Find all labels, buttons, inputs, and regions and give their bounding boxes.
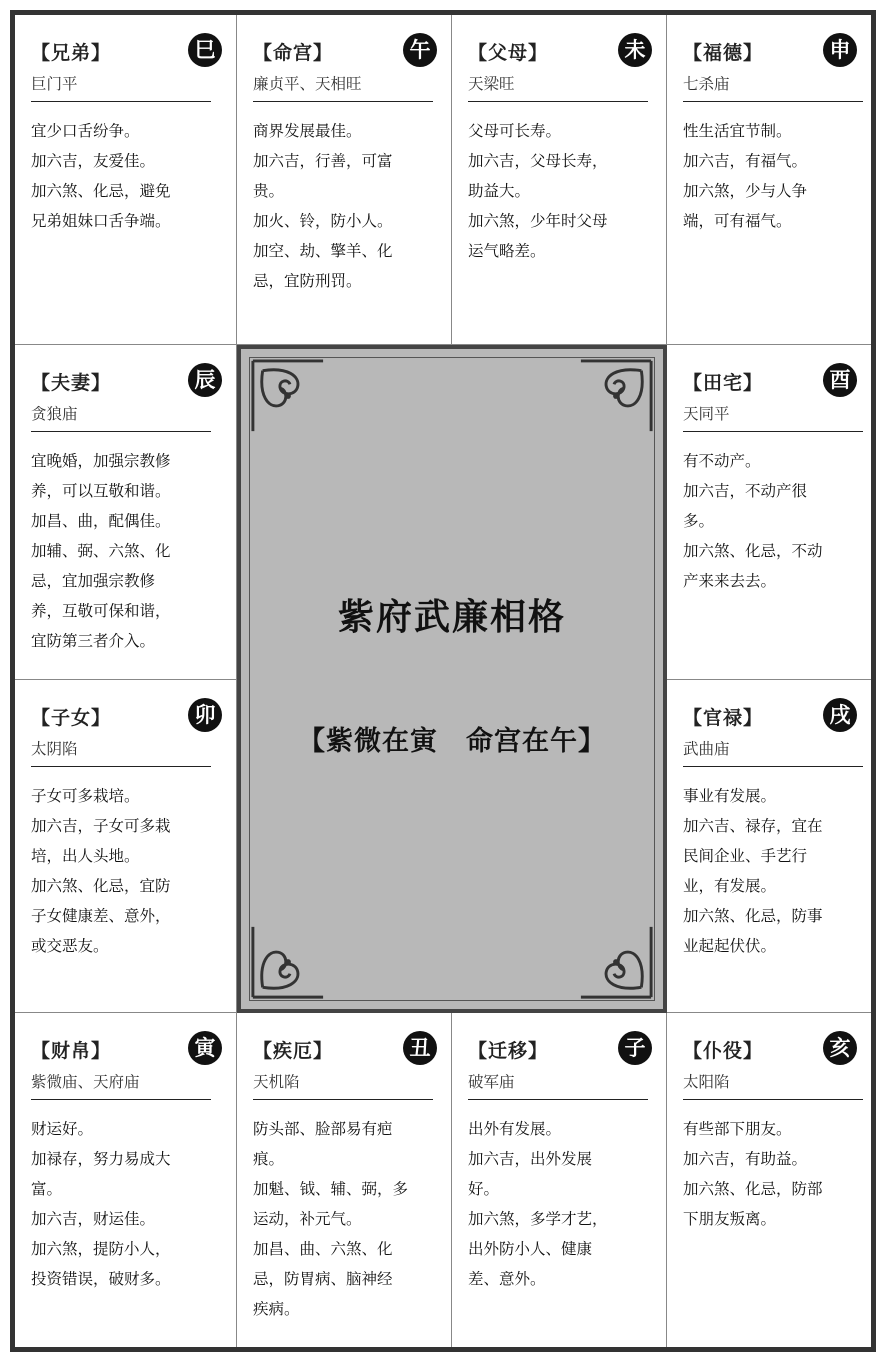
description-line: 父母可长寿。 [468,122,562,140]
palace-title: 【命宫】 [253,42,334,64]
description-line: 宜防第三者介入。 [31,632,156,650]
description-line: 加辅、弼、六煞、化 [31,542,171,560]
description-line: 加六吉，出外发展 [468,1150,593,1168]
description-line: 加六吉，父母长寿， [468,152,608,170]
description-line: 痕。 [253,1150,285,1168]
earthly-branch-badge: 未 [618,33,652,67]
description-line: 加昌、曲，配偶佳。 [31,512,171,530]
description-line: 加六吉，有助益。 [683,1150,808,1168]
description-line: 运动，补元气。 [253,1210,362,1228]
earthly-branch-badge: 寅 [188,1031,222,1065]
palace-cell-fumu [452,15,667,345]
description-line: 多。 [683,512,715,530]
earthly-branch-badge: 卯 [188,698,222,732]
description-line: 养，互敬可保和谐， [31,602,171,620]
description-line: 出外防小人、健康 [468,1240,593,1258]
palace-stars: 太阴陷 [31,738,211,767]
description-line: 业，有发展。 [683,877,777,895]
palace-description [31,781,226,961]
palace-cell-puyi [667,1013,871,1347]
description-line: 商界发展最佳。 [253,122,362,140]
palace-description [683,781,861,961]
palace-title: 【财帛】 [31,1040,112,1062]
palace-title: 【兄弟】 [31,42,112,64]
center-frame-border [249,357,655,1001]
palace-stars: 天机陷 [253,1071,433,1100]
description-line: 下朋友叛离。 [683,1210,777,1228]
description-line: 加六吉，不动产很 [683,482,808,500]
palace-stars: 贪狼庙 [31,403,211,432]
palace-description [253,116,441,296]
description-line: 宜晚婚，加强宗教修 [31,452,171,470]
description-line: 业起起伏伏。 [683,937,777,955]
description-line: 贵。 [253,182,285,200]
description-line: 养，可以互敬和谐。 [31,482,171,500]
description-line: 子女可多栽培。 [31,787,140,805]
description-line: 疾病。 [253,1300,300,1318]
earthly-branch-badge: 申 [823,33,857,67]
description-line: 民间企业、手艺行 [683,847,808,865]
corner-ornament-icon [577,923,655,1001]
palace-stars: 天梁旺 [468,73,648,102]
description-line: 加六吉，财运佳。 [31,1210,156,1228]
palace-cell-fuqi [15,345,237,680]
earthly-branch-badge: 午 [403,33,437,67]
description-line: 加六吉，友爱佳。 [31,152,156,170]
palace-stars: 廉贞平、天相旺 [253,73,433,102]
palace-description [253,1114,441,1324]
description-line: 性生活宜节制。 [683,122,792,140]
description-line: 宜少口舌纷争。 [31,122,140,140]
description-line: 或交恶友。 [31,937,109,955]
description-line: 加六煞、化忌，宜防 [31,877,171,895]
earthly-branch-badge: 酉 [823,363,857,397]
description-line: 子女健康差、意外， [31,907,171,925]
earthly-branch-badge: 丑 [403,1031,437,1065]
earthly-branch-badge: 亥 [823,1031,857,1065]
palace-description [683,1114,861,1234]
palace-stars: 太阳陷 [683,1071,863,1100]
palace-description [683,116,861,236]
description-line: 加六吉，子女可多栽 [31,817,171,835]
earthly-branch-badge: 戌 [823,698,857,732]
description-line: 差、意外。 [468,1270,546,1288]
description-line: 加六吉、禄存，宜在 [683,817,823,835]
description-line: 忌，防胃病、脑神经 [253,1270,393,1288]
palace-stars: 天同平 [683,403,863,432]
corner-ornament-icon [249,357,327,435]
palace-stars: 武曲庙 [683,738,863,767]
description-line: 忌，宜防刑罚。 [253,272,362,290]
palace-title: 【仆役】 [683,1040,764,1062]
description-line: 加魁、钺、辅、弼，多 [253,1180,409,1198]
palace-description [31,446,226,656]
palace-title: 【田宅】 [683,372,764,394]
palace-stars: 破军庙 [468,1071,648,1100]
corner-ornament-icon [249,923,327,1001]
description-line: 加火、铃，防小人。 [253,212,393,230]
description-line: 出外有发展。 [468,1120,562,1138]
palace-title: 【迁移】 [468,1040,549,1062]
description-line: 端，可有福气。 [683,212,792,230]
palace-title: 【福德】 [683,42,764,64]
corner-ornament-icon [577,357,655,435]
description-line: 运气略差。 [468,242,546,260]
palace-stars: 巨门平 [31,73,211,102]
earthly-branch-badge: 巳 [188,33,222,67]
description-line: 事业有发展。 [683,787,777,805]
palace-cell-tianzhai [667,345,871,680]
palace-cell-fude [667,15,871,345]
description-line: 培，出人头地。 [31,847,140,865]
description-line: 加禄存，努力易成大 [31,1150,171,1168]
description-line: 财运好。 [31,1120,94,1138]
description-line: 投资错误，破财多。 [31,1270,171,1288]
description-line: 富。 [31,1180,63,1198]
description-line: 加六煞、化忌，不动 [683,542,823,560]
description-line: 有不动产。 [683,452,761,470]
description-line: 助益大。 [468,182,531,200]
chart-pattern-subtitle: 【紫微在寅 命宫在午】 [298,726,606,757]
description-line: 加六煞、化忌，防部 [683,1180,823,1198]
palace-cell-zinv [15,680,237,1013]
earthly-branch-badge: 辰 [188,363,222,397]
palace-cell-guanlu [667,680,871,1013]
palace-description [468,1114,656,1294]
palace-title: 【夫妻】 [31,372,112,394]
description-line: 防头部、脸部易有疤 [253,1120,393,1138]
palace-title: 【父母】 [468,42,549,64]
description-line: 加空、劫、擎羊、化 [253,242,393,260]
description-line: 忌，宜加强宗教修 [31,572,156,590]
palace-description [31,116,226,236]
chart-pattern-title: 紫府武廉相格 [337,596,566,638]
description-line: 兄弟姐妹口舌争端。 [31,212,171,230]
description-line: 加六煞，多学才艺， [468,1210,608,1228]
description-line: 加六吉，行善，可富 [253,152,393,170]
description-line: 有些部下朋友。 [683,1120,792,1138]
palace-cell-caibo [15,1013,237,1347]
description-line: 加六煞、化忌，避免 [31,182,171,200]
ziwei-chart [10,10,876,1352]
description-line: 产来来去去。 [683,572,777,590]
description-line: 加昌、曲、六煞、化 [253,1240,393,1258]
palace-cell-qianyi [452,1013,667,1347]
palace-title: 【子女】 [31,707,112,729]
description-line: 加六煞、化忌，防事 [683,907,823,925]
palace-stars: 紫微庙、天府庙 [31,1071,211,1100]
palace-description [683,446,861,596]
description-line: 加六煞，提防小人， [31,1240,171,1258]
palace-cell-ming [237,15,452,345]
palace-stars: 七杀庙 [683,73,863,102]
center-panel [237,345,667,1013]
palace-title: 【疾厄】 [253,1040,334,1062]
earthly-branch-badge: 子 [618,1031,652,1065]
palace-title: 【官禄】 [683,707,764,729]
palace-description [468,116,656,266]
palace-description [31,1114,226,1294]
description-line: 加六吉，有福气。 [683,152,808,170]
description-line: 加六煞，少与人争 [683,182,808,200]
palace-cell-jie [237,1013,452,1347]
description-line: 好。 [468,1180,500,1198]
description-line: 加六煞，少年时父母 [468,212,608,230]
palace-cell-xiongdi [15,15,237,345]
